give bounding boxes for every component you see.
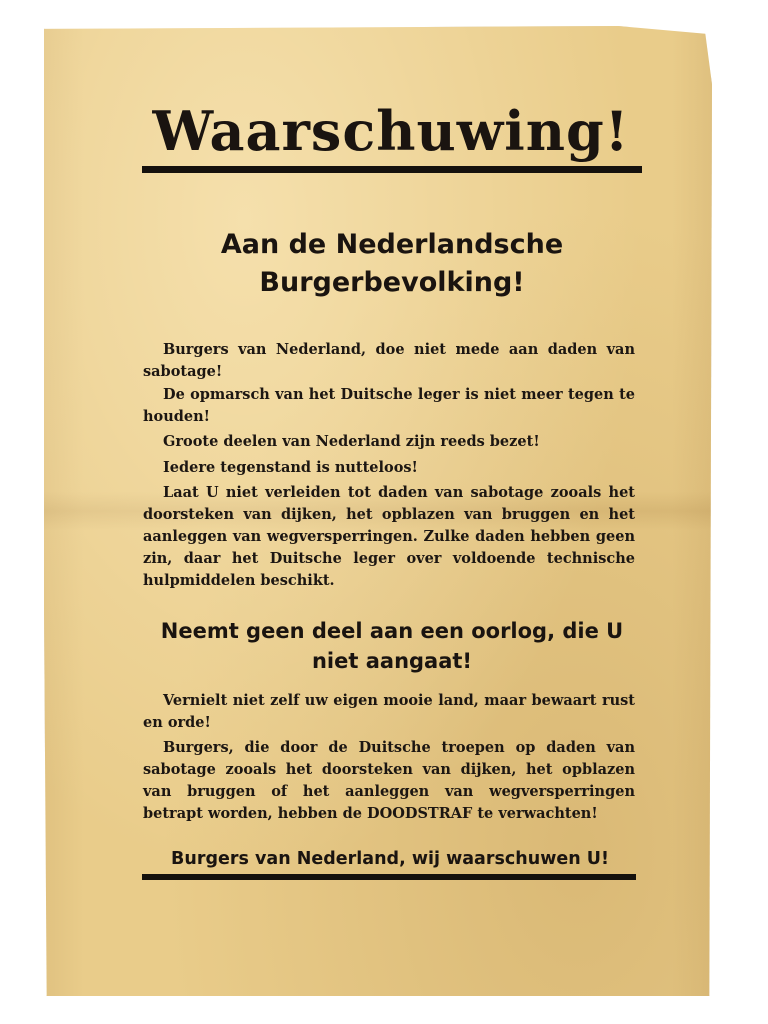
paragraph-3: Groote deelen van Nederland zijn reeds bezet! [163, 433, 540, 450]
paragraph-4: Iedere tegenstand is nutteloos! [163, 459, 418, 476]
paragraph-7: Burgers, die door de Duitsche troepen op daden van sabotage zooals het doorsteken van dijken, het opblazen van bruggen of het aanleggen van wegversperringen betrapt worden, hebben de DOODSTRAF te verwachten! [143, 739, 635, 822]
paragraph-2: De opmarsch van het Duitsche leger is niet meer tegen te houden! [143, 386, 635, 425]
closing-underline [142, 874, 636, 880]
heading-war: Neemt geen deel aan een oorlog, die U niet aangaat! [160, 619, 624, 673]
title-underline [142, 166, 642, 173]
paragraph-5: Laat U niet verleiden tot daden van sabotage zooals het doorsteken van dijken, het opblazen van bruggen en het aanleggen van wegversperringen. Zulke daden hebben geen zin, daar het Duitsche leger over voldoende technische hulpmiddelen beschikt. [143, 484, 635, 589]
heading-addressees: Aan de Nederlandsche Burgerbevolking! [220, 229, 564, 298]
closing-warning: Burgers van Nederland, wij waarschuwen U! [171, 849, 609, 869]
poster-title: Waarschuwing! [152, 99, 630, 163]
paragraph-6: Vernielt niet zelf uw eigen mooie land, maar bewaart rust en orde! [143, 692, 635, 731]
paragraph-1: Burgers van Nederland, doe niet mede aan daden van sabotage! [143, 341, 635, 380]
